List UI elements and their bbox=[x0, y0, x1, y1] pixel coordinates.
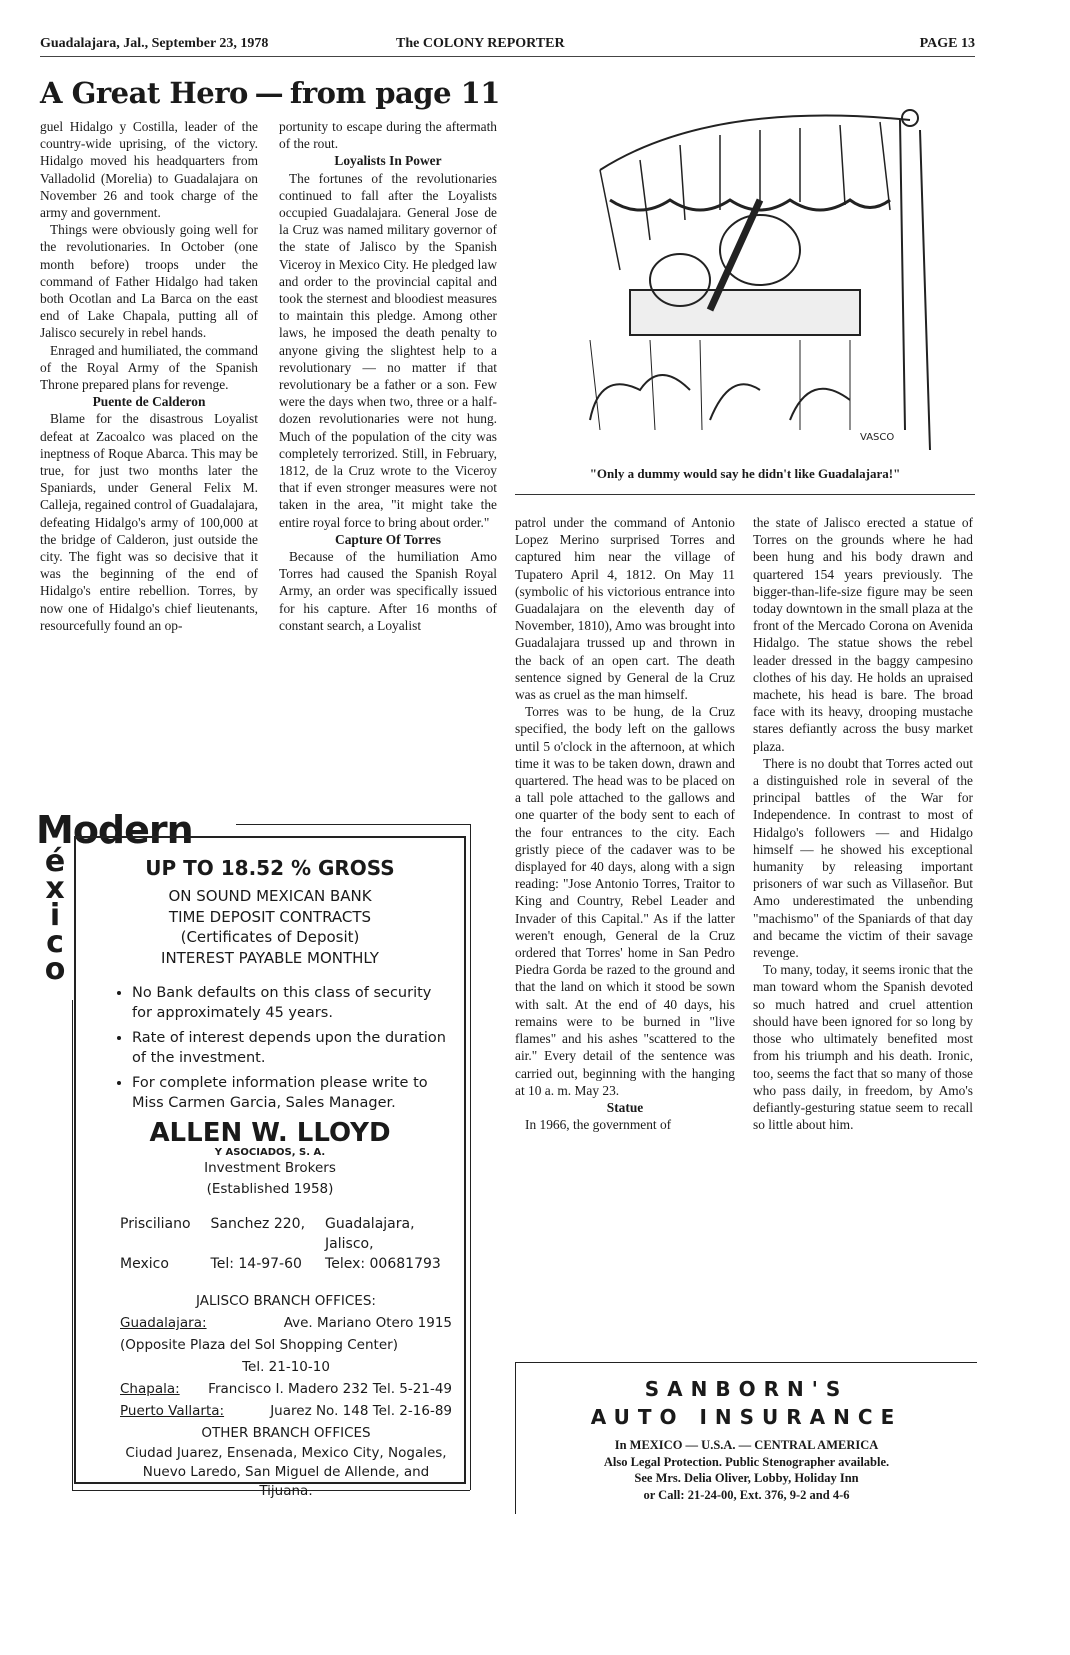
firm-name: ALLEN W. LLOYD bbox=[149, 1118, 391, 1148]
branch-offices bbox=[76, 1290, 464, 1501]
page-header bbox=[40, 36, 975, 57]
article-paragraph: Enraged and humiliated, the command of the Royal Army of the Spanish Throne prepared plans for revenge. bbox=[40, 342, 258, 393]
branch-address: Juarez No. 148 Tel. 2-16-89 bbox=[270, 1403, 452, 1419]
detail-line: In MEXICO — U.S.A. — CENTRAL AMERICA bbox=[614, 1438, 879, 1452]
address-part: Prisciliano bbox=[120, 1216, 191, 1232]
logo-letter: o bbox=[44, 952, 66, 987]
firm-subtitle: Y ASOCIADOS, S. A. bbox=[214, 1147, 326, 1158]
article-paragraph: Blame for the disastrous Loyalist defeat at Zacoalco was placed on the ineptness of Roque Abarca. This may be true, for just two months later the Spaniards, under General Felix M. Calleja, regained control of Guadalajara, defeating Hidalgo's army of 100,000 at the bridge of Calderon, just outside the city. The fight was so decisive that it was the beginning of the end of Hidalgo's entire rebellion. Torres, by now one of Hidalgo's chief lieutenants, resourcefully found an op- bbox=[40, 411, 258, 633]
modern-mexico-ad bbox=[36, 808, 472, 1499]
article-paragraph: Because of the humiliation Amo Torres had caused the Spanish Royal Army, an order was specifically issued for his capture. After 16 months of constant search, a Loyalist bbox=[279, 549, 497, 633]
sanborns-ad bbox=[515, 1362, 977, 1514]
article-column-1 bbox=[40, 118, 258, 634]
sanborns-product: AUTO INSURANCE bbox=[590, 1405, 903, 1429]
dateline: Guadalajara, Jal., September 23, 1978 bbox=[40, 36, 269, 51]
logo-letter: x bbox=[45, 871, 65, 906]
article-paragraph: The fortunes of the revolutionaries continued to fall after the Loyalists occupied Guadalajara. General Jose de la Cruz was named military governor of the state of Jalisco by the Spanish Viceroy in Mexico City. He pledged law and order to the provincial capital and took the sternest and bloodiest measures to maintain this pledge. Among other laws, he imposed the death penalty to anyone giving the slightest help to a revolutionary — no matter if that revolutionary be a father or a son. Few were the days when two, three or a half-dozen revolutionaries were not hung. Much of the population of the city was completely terrorized. Still, in February, 1812, de la Cruz wrote to the Viceroy that if even stronger measures were not taken in the area, "it might take the entire royal force to bring about order." bbox=[279, 170, 497, 530]
article-paragraph: Torres was to be hung, de la Cruz specified, the body left on the gallows until 5 o'clock in the afternoon, at which time it was to be taken down, drawn and quartered. The head was to be placed on a tall pole attached to the gallows and one quarter of the body sent to each of the four entrances to the city. Each gristly piece of the cadaver was to be displayed for 40 days, along with a sign reading: "Jose Antonio Torres, Traitor to King and Country, Rebel Leader and Invader of this Capital." As if the latter weren't enough, General de la Cruz ordered that Torres' home in San Pedro Piedra Gorda be razed to the ground and that the land on which it stood be sown with salt. At the end of 40 days, his remains were to be burned in "live flames" and his ashes "scattered to the air." Every detail of the sentence was carried out, beginning with the hanging at 10 a. m. May 23. bbox=[515, 704, 735, 1098]
telex: Telex: 00681793 bbox=[325, 1256, 441, 1272]
ad-content-box bbox=[74, 836, 466, 1499]
detail-line: or Call: 21-24-00, Ext. 376, 9-2 and 4-6 bbox=[643, 1487, 850, 1502]
firm-established: (Established 1958) bbox=[206, 1181, 334, 1197]
article-paragraph: In 1966, the government of bbox=[525, 1117, 672, 1133]
article-paragraph: the state of Jalisco erected a statue of Torres on the grounds where he had been hung and his body drawn and quartered 154 years previously. The bigger-than-life-size figure may be seen today downtown in the small plaza at the front of the Mercado Corona on Avenida Hidalgo. The statue shows the rebel leader dressed in the baggy campesino clothes of his day. He holds an upraised machete, his head is bare. The broad face with its heavy, drooping mustache stares defiantly across the busy market plaza. bbox=[753, 515, 973, 754]
address-country: Mexico bbox=[120, 1256, 169, 1272]
firm-address bbox=[76, 1214, 464, 1274]
article-headline bbox=[40, 76, 500, 110]
divider bbox=[515, 494, 975, 495]
cartoon-illustration bbox=[560, 90, 970, 460]
article-paragraph: To many, today, it seems ironic that the man toward whom the Spanish devoted so much hatred and cruel attention should have been ignored for so long by those who ultimately benefited most from his triumph and his death. Ironic, too, seems the fact that so many of those who pass daily, in freedom, by Amo's defiantly-gesturing statue seem to recall so little about him. bbox=[753, 962, 973, 1133]
ad-subheadline bbox=[76, 886, 464, 968]
firm-type: Investment Brokers bbox=[204, 1160, 336, 1176]
ad-logo-vertical bbox=[40, 844, 70, 987]
newspaper-name: The COLONY REPORTER bbox=[396, 36, 565, 51]
bullet-item: • No Bank defaults on this class of security for approximately 45 years. bbox=[132, 984, 454, 1023]
branch-note: (Opposite Plaza del Sol Shopping Center) bbox=[120, 1337, 398, 1353]
branches-title: JALISCO BRANCH OFFICES: bbox=[196, 1293, 376, 1309]
section-subhead: Puente de Calderon bbox=[92, 394, 206, 410]
ad-bullets bbox=[76, 984, 464, 1113]
sub-line: (Certificates of Deposit) bbox=[180, 928, 360, 946]
phone: Tel: 14-97-60 bbox=[210, 1256, 302, 1272]
article-paragraph: patrol under the command of Antonio Lopez Merino surprised Torres and captured him near the village of Tupatero April 4, 1812. On May 11 (symbolic of his victorious entrance into Guadalajara on the eleventh day of November, 1810), Amo was brought into Guadalajara trussed up and thrown in the back of an open cart. The death sentence signed by General de la Cruz was as cruel as the man himself. bbox=[515, 515, 736, 703]
detail-line: Also Legal Protection. Public Stenographer available. bbox=[603, 1454, 890, 1469]
other-branches-list: Ciudad Juarez, Ensenada, Mexico City, Nogales, Nuevo Laredo, San Miguel de Allende, and Tijuana. bbox=[125, 1445, 447, 1499]
sanborns-name: SANBORN'S bbox=[644, 1377, 849, 1401]
ad-frame-line bbox=[236, 824, 470, 825]
bullet-item: • Rate of interest depends upon the duration of the investment. bbox=[132, 1029, 454, 1068]
article-column-2 bbox=[279, 118, 497, 634]
sub-line: INTEREST PAYABLE MONTHLY bbox=[161, 948, 379, 967]
other-branches-title: OTHER BRANCH OFFICES bbox=[201, 1425, 371, 1441]
logo-letter: i bbox=[49, 898, 61, 933]
ad-frame-line bbox=[470, 824, 471, 1490]
ad-logo-word: Modern bbox=[36, 808, 193, 852]
page-number: PAGE 13 bbox=[919, 36, 975, 51]
detail-line: See Mrs. Delia Oliver, Lobby, Holiday Inn bbox=[634, 1471, 859, 1485]
sanborns-details bbox=[516, 1437, 977, 1503]
sub-line: TIME DEPOSIT CONTRACTS bbox=[168, 907, 372, 926]
section-subhead: Loyalists In Power bbox=[334, 153, 442, 169]
branch-tel: Tel. 21-10-10 bbox=[242, 1359, 330, 1375]
branch-address: Ave. Mariano Otero 1915 bbox=[283, 1315, 452, 1331]
ad-headline: UP TO 18.52 % GROSS bbox=[145, 856, 395, 880]
article-paragraph: Things were obviously going well for the revolutionaries. In October (one month before) troops under the command of Father Hidalgo had taken both Ocotlan and La Barca on the east end of Lake Chapala, putting all of Jalisco securely in rebel hands. bbox=[40, 222, 258, 341]
branch-address: Francisco I. Madero 232 Tel. 5-21-49 bbox=[208, 1381, 452, 1397]
address-part: Guadalajara, Jalisco, bbox=[325, 1216, 415, 1252]
logo-letter: c bbox=[46, 925, 64, 960]
branch-label: Chapala: bbox=[120, 1381, 180, 1397]
article-paragraph: guel Hidalgo y Costilla, leader of the country-wide uprising, of the victory. Hidalgo moved his headquarters from Valladolid (Morelia) to Guadalajara on November 26 and took charge of the army and government. bbox=[40, 119, 258, 221]
section-subhead: Statue bbox=[606, 1099, 644, 1115]
section-subhead: Capture Of Torres bbox=[335, 531, 441, 547]
ad-frame-line bbox=[72, 1000, 73, 1490]
headline-dash: — bbox=[254, 76, 284, 110]
article-column-4 bbox=[753, 514, 973, 1133]
address-part: Sanchez 220, bbox=[210, 1216, 306, 1232]
article-paragraph: There is no doubt that Torres acted out a distinguished role in several of the principal battles of the War for Independence. In contrast to most of Hidalgo's followers — and Hidalgo himself — he showed his exceptional humanity by releasing important prisoners of war such as Villaseñor. But Amo underestimated the unbending "machismo" of the Spaniards of that day and became the victim of their savage revenge. bbox=[753, 755, 973, 961]
article-column-3 bbox=[515, 514, 735, 1133]
cartoon-caption: "Only a dummy would say he didn't like Guadalajara!" bbox=[589, 466, 901, 481]
branch-label: Puerto Vallarta: bbox=[120, 1403, 225, 1419]
sub-line: ON SOUND MEXICAN BANK bbox=[168, 887, 372, 905]
logo-letter: é bbox=[44, 844, 66, 879]
headline-main: A Great Hero bbox=[40, 76, 248, 110]
bullet-item: • For complete information please write to Miss Carmen Garcia, Sales Manager. bbox=[132, 1074, 454, 1113]
branch-label: Guadalajara: bbox=[120, 1315, 207, 1331]
article-paragraph: portunity to escape during the aftermath of the rout. bbox=[279, 119, 497, 152]
headline-continuation: from page 11 bbox=[289, 76, 500, 110]
cartoon-signature: VASCO bbox=[860, 432, 895, 443]
